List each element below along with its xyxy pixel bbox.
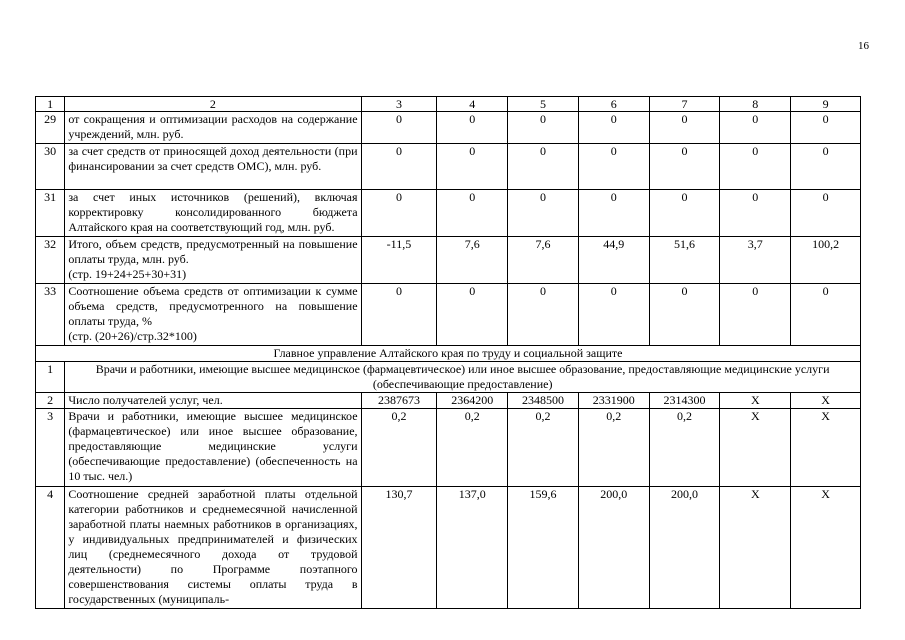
row-number: 3 <box>36 409 65 487</box>
value-cell: 44,9 <box>578 237 649 284</box>
row-description: за счет иных источников (решений), включая корректировку консолидированного бюджета Алтайского края на соответствующий год, млн. руб. <box>65 190 361 237</box>
value-cell: 7,6 <box>508 237 579 284</box>
value-cell: 0 <box>649 144 720 190</box>
value-cell: 0 <box>720 190 791 237</box>
row-description-cell <box>65 284 361 346</box>
table-row <box>36 284 861 346</box>
row-number: 2 <box>36 393 65 409</box>
page-number: 16 <box>858 40 869 52</box>
row-description: от сокращения и оптимизации расходов на содержание учреждений, млн. руб. <box>65 112 361 144</box>
row-formula: (стр. (20+26)/стр.32*100) <box>68 329 197 343</box>
value-cell: 200,0 <box>649 487 720 609</box>
table-row <box>36 144 861 190</box>
value-cell: 0 <box>791 284 861 346</box>
value-cell: 0 <box>649 112 720 144</box>
section-row <box>36 346 861 362</box>
value-cell: 2331900 <box>578 393 649 409</box>
value-cell: 0 <box>437 144 508 190</box>
header-cell: 1 <box>36 97 65 112</box>
row-description: Итого, объем средств, предусмотренный на повышение оплаты труда, млн. руб. <box>68 237 358 266</box>
value-cell: 0 <box>720 144 791 190</box>
header-cell: 3 <box>361 97 437 112</box>
section-title: Главное управление Алтайского края по труду и социальной защите <box>36 346 861 362</box>
data-table <box>35 96 861 609</box>
value-cell: 0 <box>508 144 579 190</box>
value-cell: 0 <box>361 144 437 190</box>
value-cell: 0,2 <box>578 409 649 487</box>
value-cell: 0 <box>508 112 579 144</box>
table-row <box>36 487 861 609</box>
value-cell: 100,2 <box>791 237 861 284</box>
value-cell: 0 <box>720 284 791 346</box>
value-cell: 2364200 <box>437 393 508 409</box>
value-cell: 0,2 <box>361 409 437 487</box>
value-cell: 0 <box>649 190 720 237</box>
value-cell: Х <box>791 393 861 409</box>
header-cell: 6 <box>578 97 649 112</box>
header-cell: 9 <box>791 97 861 112</box>
value-cell: 159,6 <box>508 487 579 609</box>
value-cell: 0,2 <box>437 409 508 487</box>
value-cell: Х <box>720 487 791 609</box>
header-cell: 7 <box>649 97 720 112</box>
row-description: Соотношение средней заработной платы отдельной категории работников и среднемесячной начисленной заработной платы наемных работников в организациях, у индивидуальных предпринимателей и физических лиц (среднемесячного дохода от трудовой деятельности) по Программе поэтапного совершенствования системы оплаты труда в государственных (муниципаль- <box>65 487 361 609</box>
row-description: Врачи и работники, имеющие высшее медицинское (фармацевтическое) или иное высшее образование, предоставляющие медицинские услуги (обеспечивающие предоставление) (обеспеченность на 10 тыс. чел.) <box>65 409 361 487</box>
value-cell: Х <box>720 393 791 409</box>
value-cell: 0,2 <box>649 409 720 487</box>
row-description: Число получателей услуг, чел. <box>65 393 361 409</box>
value-cell: Х <box>720 409 791 487</box>
value-cell: 0 <box>508 284 579 346</box>
value-cell: 0 <box>791 144 861 190</box>
row-number: 30 <box>36 144 65 190</box>
value-cell: 130,7 <box>361 487 437 609</box>
row-description: за счет средств от приносящей доход деятельности (при финансировании за счет средств ОМС), млн. руб. <box>65 144 361 190</box>
header-row <box>36 97 861 112</box>
value-cell: 51,6 <box>649 237 720 284</box>
value-cell: 0 <box>578 144 649 190</box>
row-number: 31 <box>36 190 65 237</box>
table-row <box>36 409 861 487</box>
value-cell: 0 <box>508 190 579 237</box>
table-row <box>36 362 861 393</box>
value-cell: 0 <box>361 112 437 144</box>
row-number: 4 <box>36 487 65 609</box>
row-number: 29 <box>36 112 65 144</box>
value-cell: 0,2 <box>508 409 579 487</box>
value-cell: 0 <box>720 112 791 144</box>
header-cell: 4 <box>437 97 508 112</box>
row-number: 1 <box>36 362 65 393</box>
table-row <box>36 393 861 409</box>
value-cell: 200,0 <box>578 487 649 609</box>
value-cell: 0 <box>361 284 437 346</box>
value-cell: 2314300 <box>649 393 720 409</box>
value-cell: 0 <box>437 284 508 346</box>
value-cell: 0 <box>437 112 508 144</box>
row-description: Соотношение объема средств от оптимизации к сумме объема средств, предусмотренного на повышение оплаты труда, % <box>68 284 358 328</box>
value-cell: 0 <box>791 112 861 144</box>
value-cell: Х <box>791 409 861 487</box>
value-cell: 2387673 <box>361 393 437 409</box>
value-cell: 137,0 <box>437 487 508 609</box>
value-cell: Х <box>791 487 861 609</box>
value-cell: 0 <box>649 284 720 346</box>
value-cell: 0 <box>578 190 649 237</box>
row-formula: (стр. 19+24+25+30+31) <box>68 267 187 281</box>
header-cell: 8 <box>720 97 791 112</box>
value-cell: 3,7 <box>720 237 791 284</box>
value-cell: 0 <box>361 190 437 237</box>
table-row <box>36 237 861 284</box>
header-cell: 5 <box>508 97 579 112</box>
value-cell: 7,6 <box>437 237 508 284</box>
value-cell: -11,5 <box>361 237 437 284</box>
value-cell: 2348500 <box>508 393 579 409</box>
value-cell: 0 <box>437 190 508 237</box>
row-number: 33 <box>36 284 65 346</box>
value-cell: 0 <box>578 284 649 346</box>
header-cell: 2 <box>65 97 361 112</box>
table-row <box>36 190 861 237</box>
value-cell: 0 <box>791 190 861 237</box>
row-description: Врачи и работники, имеющие высшее медицинское (фармацевтическое) или иное высшее образование, предоставляющие медицинские услуги (обеспечивающие предоставление) <box>65 362 861 393</box>
row-number: 32 <box>36 237 65 284</box>
table-row <box>36 112 861 144</box>
row-description-cell <box>65 237 361 284</box>
value-cell: 0 <box>578 112 649 144</box>
